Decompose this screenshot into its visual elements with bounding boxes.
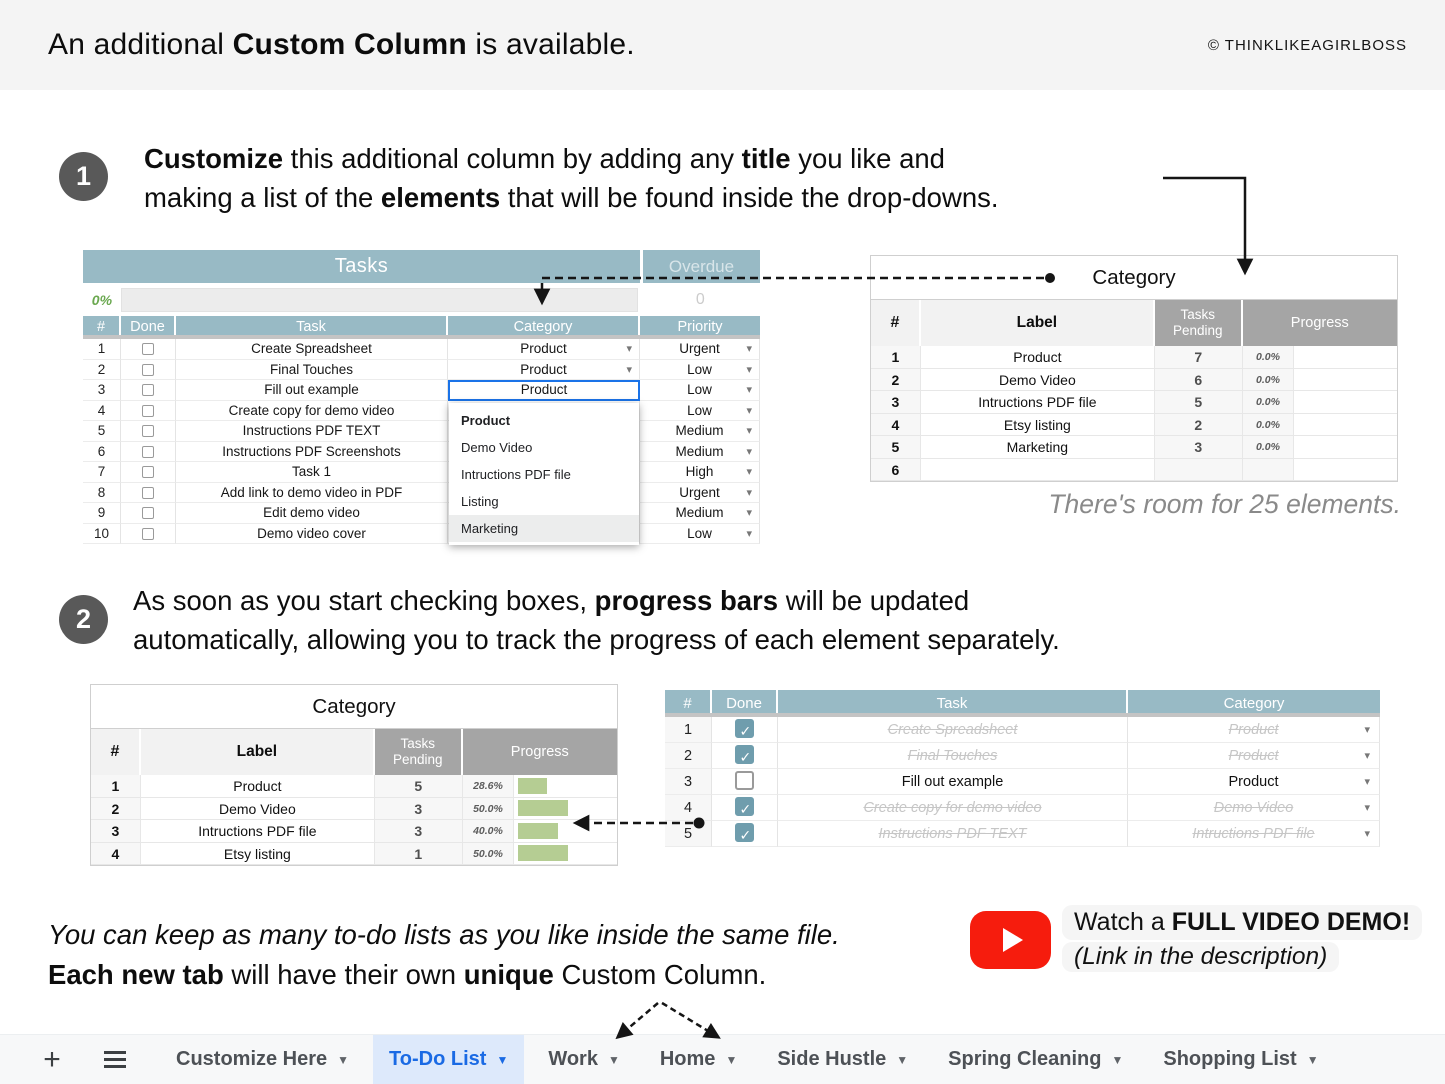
table-row: 3 Intructions PDF file 3 40.0% [91,820,617,843]
table-row: 4 Create copy for demo video Low ▾ [83,401,760,422]
col-priority: Priority [677,319,723,335]
copyright-text: © THINKLIKEAGIRLBOSS [1207,36,1407,54]
table-row: 5 Instructions PDF TEXT Medium ▾ [83,421,760,442]
checkbox-checked-icon[interactable] [735,719,754,738]
progress-bar [518,823,557,839]
sheet-tab-home[interactable]: Home ▼ [659,1048,738,1070]
sheet-tab-spring-cleaning[interactable]: Spring Cleaning ▼ [948,1048,1124,1070]
tab-caret-icon[interactable]: ▼ [896,1052,909,1067]
priority-dropdown-cell[interactable]: Urgent ▾ [640,483,760,504]
table-row: 1 Product 5 28.6% [91,775,617,798]
sheet-tab-customize-here[interactable]: Customize Here ▼ [176,1048,350,1070]
youtube-play-icon[interactable] [970,911,1051,969]
dropdown-caret-icon[interactable]: ▾ [1364,802,1370,814]
dropdown-caret-icon[interactable]: ▾ [746,445,752,458]
col-progress: Progress [463,729,617,775]
checkbox-unchecked-icon[interactable] [142,405,154,417]
category-progress-table [90,684,618,866]
footer-note-line2: Each new tab will have their own unique Custom Column. [48,959,767,990]
done-header-row [665,690,1380,717]
cell-task: Create copy for demo video [176,401,448,422]
table-row: 2 Final Touches Product ▾ Low ▾ [83,360,760,381]
col-num: # [665,690,712,713]
overdue-header: Overdue [640,250,760,283]
category-dropdown-cell[interactable]: Intructions PDF file ▾ [1128,821,1380,847]
table-row: 3 Intructions PDF file 5 0.0% [871,391,1397,414]
header-strip [0,0,1445,90]
category-table-title: Category [871,256,1397,300]
cell-task: Add link to demo video in PDF [176,483,448,504]
sheet-tab-to-do-list[interactable]: To-Do List ▼ [373,1035,524,1084]
table-row: 4 Etsy listing 1 50.0% [91,843,617,866]
checkbox-unchecked-icon[interactable] [142,343,154,355]
dropdown-caret-icon[interactable]: ▾ [1364,750,1370,762]
priority-dropdown-cell[interactable]: Low ▾ [640,380,760,401]
tasks-table [83,250,760,544]
col-label: Label [921,300,1155,346]
checkbox-unchecked-icon[interactable] [142,466,154,478]
priority-dropdown-cell[interactable]: Medium ▾ [640,442,760,463]
overdue-count: 0 [695,290,705,308]
page-title [48,28,635,62]
table-row: 5 ✓ Instructions PDF TEXT Intructions PDF file ▾ [665,821,1380,847]
table-row: 1 ✓ Create Spreadsheet Product ▾ [665,717,1380,743]
table-row: 3 Fill out example Product ▾ [665,769,1380,795]
col-num: # [83,316,121,335]
dropdown-caret-icon[interactable]: ▾ [746,404,752,417]
tab-caret-icon[interactable]: ▼ [725,1052,738,1067]
dropdown-caret-icon[interactable]: ▾ [626,363,632,376]
col-category: Category [448,316,640,335]
category-dropdown-cell[interactable]: Product ▾ [1128,743,1380,769]
sheet-tab-bar [0,1034,1445,1084]
cell-task: Edit demo video [176,503,448,524]
cell-task: Fill out example [176,380,448,401]
checkbox-unchecked-icon[interactable] [142,384,154,396]
category-dropdown-cell[interactable]: Product ▾ [448,339,640,360]
dropdown-caret-icon[interactable]: ▾ [746,363,752,376]
dropdown-caret-icon[interactable]: ▾ [1364,724,1370,736]
dropdown-caret-icon[interactable]: ▾ [746,507,752,519]
table-row: 2 ✓ Final Touches Product ▾ [665,743,1380,769]
table-row: 2 Demo Video 3 50.0% [91,798,617,821]
step2-line2: automatically, allowing you to track the progress of each element separately. [133,624,1060,655]
col-label: Label [141,729,375,775]
table-row: 1 Create Spreadsheet Product ▾ Urgent ▾ [83,339,760,360]
cell-task: Final Touches [176,360,448,381]
category-dropdown-menu [449,403,639,545]
all-sheets-menu-icon[interactable] [104,1058,126,1061]
checkbox-unchecked-icon[interactable] [142,528,154,540]
sheet-tab-side-hustle[interactable]: Side Hustle ▼ [777,1048,909,1070]
title-seg: is available. [466,28,635,61]
step1-text [144,139,999,217]
tab-caret-icon[interactable]: ▼ [607,1052,620,1067]
table-row: 4 ✓ Create copy for demo video Demo Video ▾ [665,795,1380,821]
cell-task: Instructions PDF TEXT [176,421,448,442]
checkbox-unchecked-icon[interactable] [735,771,754,790]
checkbox-unchecked-icon[interactable] [142,425,154,437]
overall-progress-pct: 0% [91,291,113,308]
checkbox-unchecked-icon[interactable] [142,446,154,458]
step2-badge: 2 [59,595,108,644]
checkbox-unchecked-icon[interactable] [142,507,154,519]
dropdown-caret-icon[interactable]: ▾ [746,425,752,437]
checkbox-unchecked-icon[interactable] [142,364,154,376]
priority-dropdown-cell[interactable]: Urgent ▾ [640,339,760,360]
dropdown-item[interactable]: Intructions PDF file [461,467,571,482]
checkbox-checked-icon[interactable] [735,745,754,764]
category-dropdown-cell[interactable]: Product ▾ [1128,717,1380,743]
category-dropdown-cell[interactable]: Product ▾ [448,360,640,381]
checkbox-unchecked-icon[interactable] [142,487,154,499]
priority-dropdown-cell[interactable]: Low ▾ [640,524,760,545]
category-table-title: Category [91,685,617,729]
arrow-to-home-tab [662,1003,718,1037]
step2-line1: As soon as you start checking boxes, progress bars will be updated [133,585,970,616]
category-elements-table [870,255,1398,482]
col-done: Done [712,690,778,713]
table-row: 6 [871,459,1397,482]
video-demo-text [1062,905,1422,972]
selected-category-cell[interactable]: Product [448,380,640,401]
col-task: Task [176,316,448,335]
priority-dropdown-cell[interactable]: Low ▾ [640,360,760,381]
col-num: # [91,729,141,775]
tab-caret-icon[interactable]: ▼ [496,1052,509,1067]
video-demo-line1: Watch a FULL VIDEO DEMO! [1062,905,1422,940]
tab-caret-icon[interactable]: ▼ [337,1052,350,1067]
cell-task: Demo video cover [176,524,448,545]
progress-bar [518,778,546,794]
tab-caret-icon[interactable]: ▼ [1111,1052,1124,1067]
dropdown-item[interactable]: Listing [461,494,499,509]
overall-progress-bar [121,288,638,312]
col-done: Done [121,316,176,335]
sheet-tab-shopping-list[interactable]: Shopping List ▼ [1163,1048,1319,1070]
dropdown-caret-icon[interactable]: ▾ [746,486,752,499]
table-row: 10 Demo video cover Low ▾ [83,524,760,545]
title-seg: An additional [48,28,233,61]
sheet-tab-work[interactable]: Work ▼ [548,1048,620,1070]
arrow-to-work-tab [618,1003,658,1037]
table-row: 1 Product 7 0.0% [871,346,1397,369]
step1-badge: 1 [59,152,108,201]
step2-text [133,581,1060,659]
checkbox-checked-icon[interactable] [735,797,754,816]
dropdown-caret-icon[interactable]: ▾ [746,527,752,540]
dropdown-caret-icon[interactable]: ▾ [746,384,752,396]
category-dropdown-cell[interactable]: Product ▾ [1128,769,1380,795]
cell-task: Instructions PDF Screenshots [176,442,448,463]
table-row: 5 Marketing 3 0.0% [871,436,1397,459]
done-tasks-table [665,690,1380,847]
dropdown-item[interactable]: Demo Video [461,440,533,455]
footer-note-line1: You can keep as many to-do lists as you like inside the same file. [48,919,840,950]
add-sheet-icon[interactable]: + [43,1042,61,1076]
table-row: 2 Demo Video 6 0.0% [871,369,1397,392]
table-row: 9 Edit demo video Medium ▾ [83,503,760,524]
table-row: 6 Instructions PDF Screenshots Medium ▾ [83,442,760,463]
play-triangle-icon [1003,928,1023,952]
dropdown-item[interactable]: Product [461,413,511,428]
step1-line2: making a list of the elements that will be found inside the drop-downs. [144,182,999,213]
video-demo-line2: (Link in the description) [1062,942,1339,972]
col-num: # [871,300,921,346]
dropdown-caret-icon[interactable]: ▾ [746,343,752,355]
priority-dropdown-cell[interactable]: Medium ▾ [640,421,760,442]
progress-bar [518,845,567,861]
col-category: Category [1223,695,1285,712]
step1-line1: Customize this additional column by adding any title you like and [144,143,945,174]
priority-dropdown-cell[interactable]: Low ▾ [640,401,760,422]
room-note: There's room for 25 elements. [1048,489,1401,519]
priority-dropdown-cell[interactable]: High ▾ [640,462,760,483]
col-progress: Progress [1243,300,1397,346]
cell-task: Task 1 [176,462,448,483]
category-dropdown-cell[interactable]: Demo Video ▾ [1128,795,1380,821]
cell-task: Create Spreadsheet [176,339,448,360]
table-row: 8 Add link to demo video in PDF Urgent ▾ [83,483,760,504]
priority-dropdown-cell[interactable]: Medium ▾ [640,503,760,524]
dropdown-item[interactable]: Marketing [449,515,639,542]
dropdown-caret-icon[interactable]: ▾ [1364,828,1370,840]
tasks-header-row [83,316,760,339]
dropdown-caret-icon[interactable]: ▾ [746,466,752,478]
title-seg-bold: Custom Column [232,28,467,61]
dropdown-caret-icon[interactable]: ▾ [1364,776,1370,788]
checkbox-checked-icon[interactable] [735,823,754,842]
col-tasks-pending: Tasks Pending [1155,300,1243,346]
col-tasks-pending: Tasks Pending [375,729,463,775]
progress-bar [518,800,567,816]
dropdown-caret-icon[interactable]: ▾ [626,343,632,355]
tab-caret-icon[interactable]: ▼ [1306,1052,1319,1067]
table-row: 7 Task 1 High ▾ [83,462,760,483]
table-row: 4 Etsy listing 2 0.0% [871,414,1397,437]
col-task: Task [778,690,1128,713]
table-row: 3 Fill out example Product Low ▾ [83,380,760,401]
tasks-table-title: Tasks [83,250,640,283]
